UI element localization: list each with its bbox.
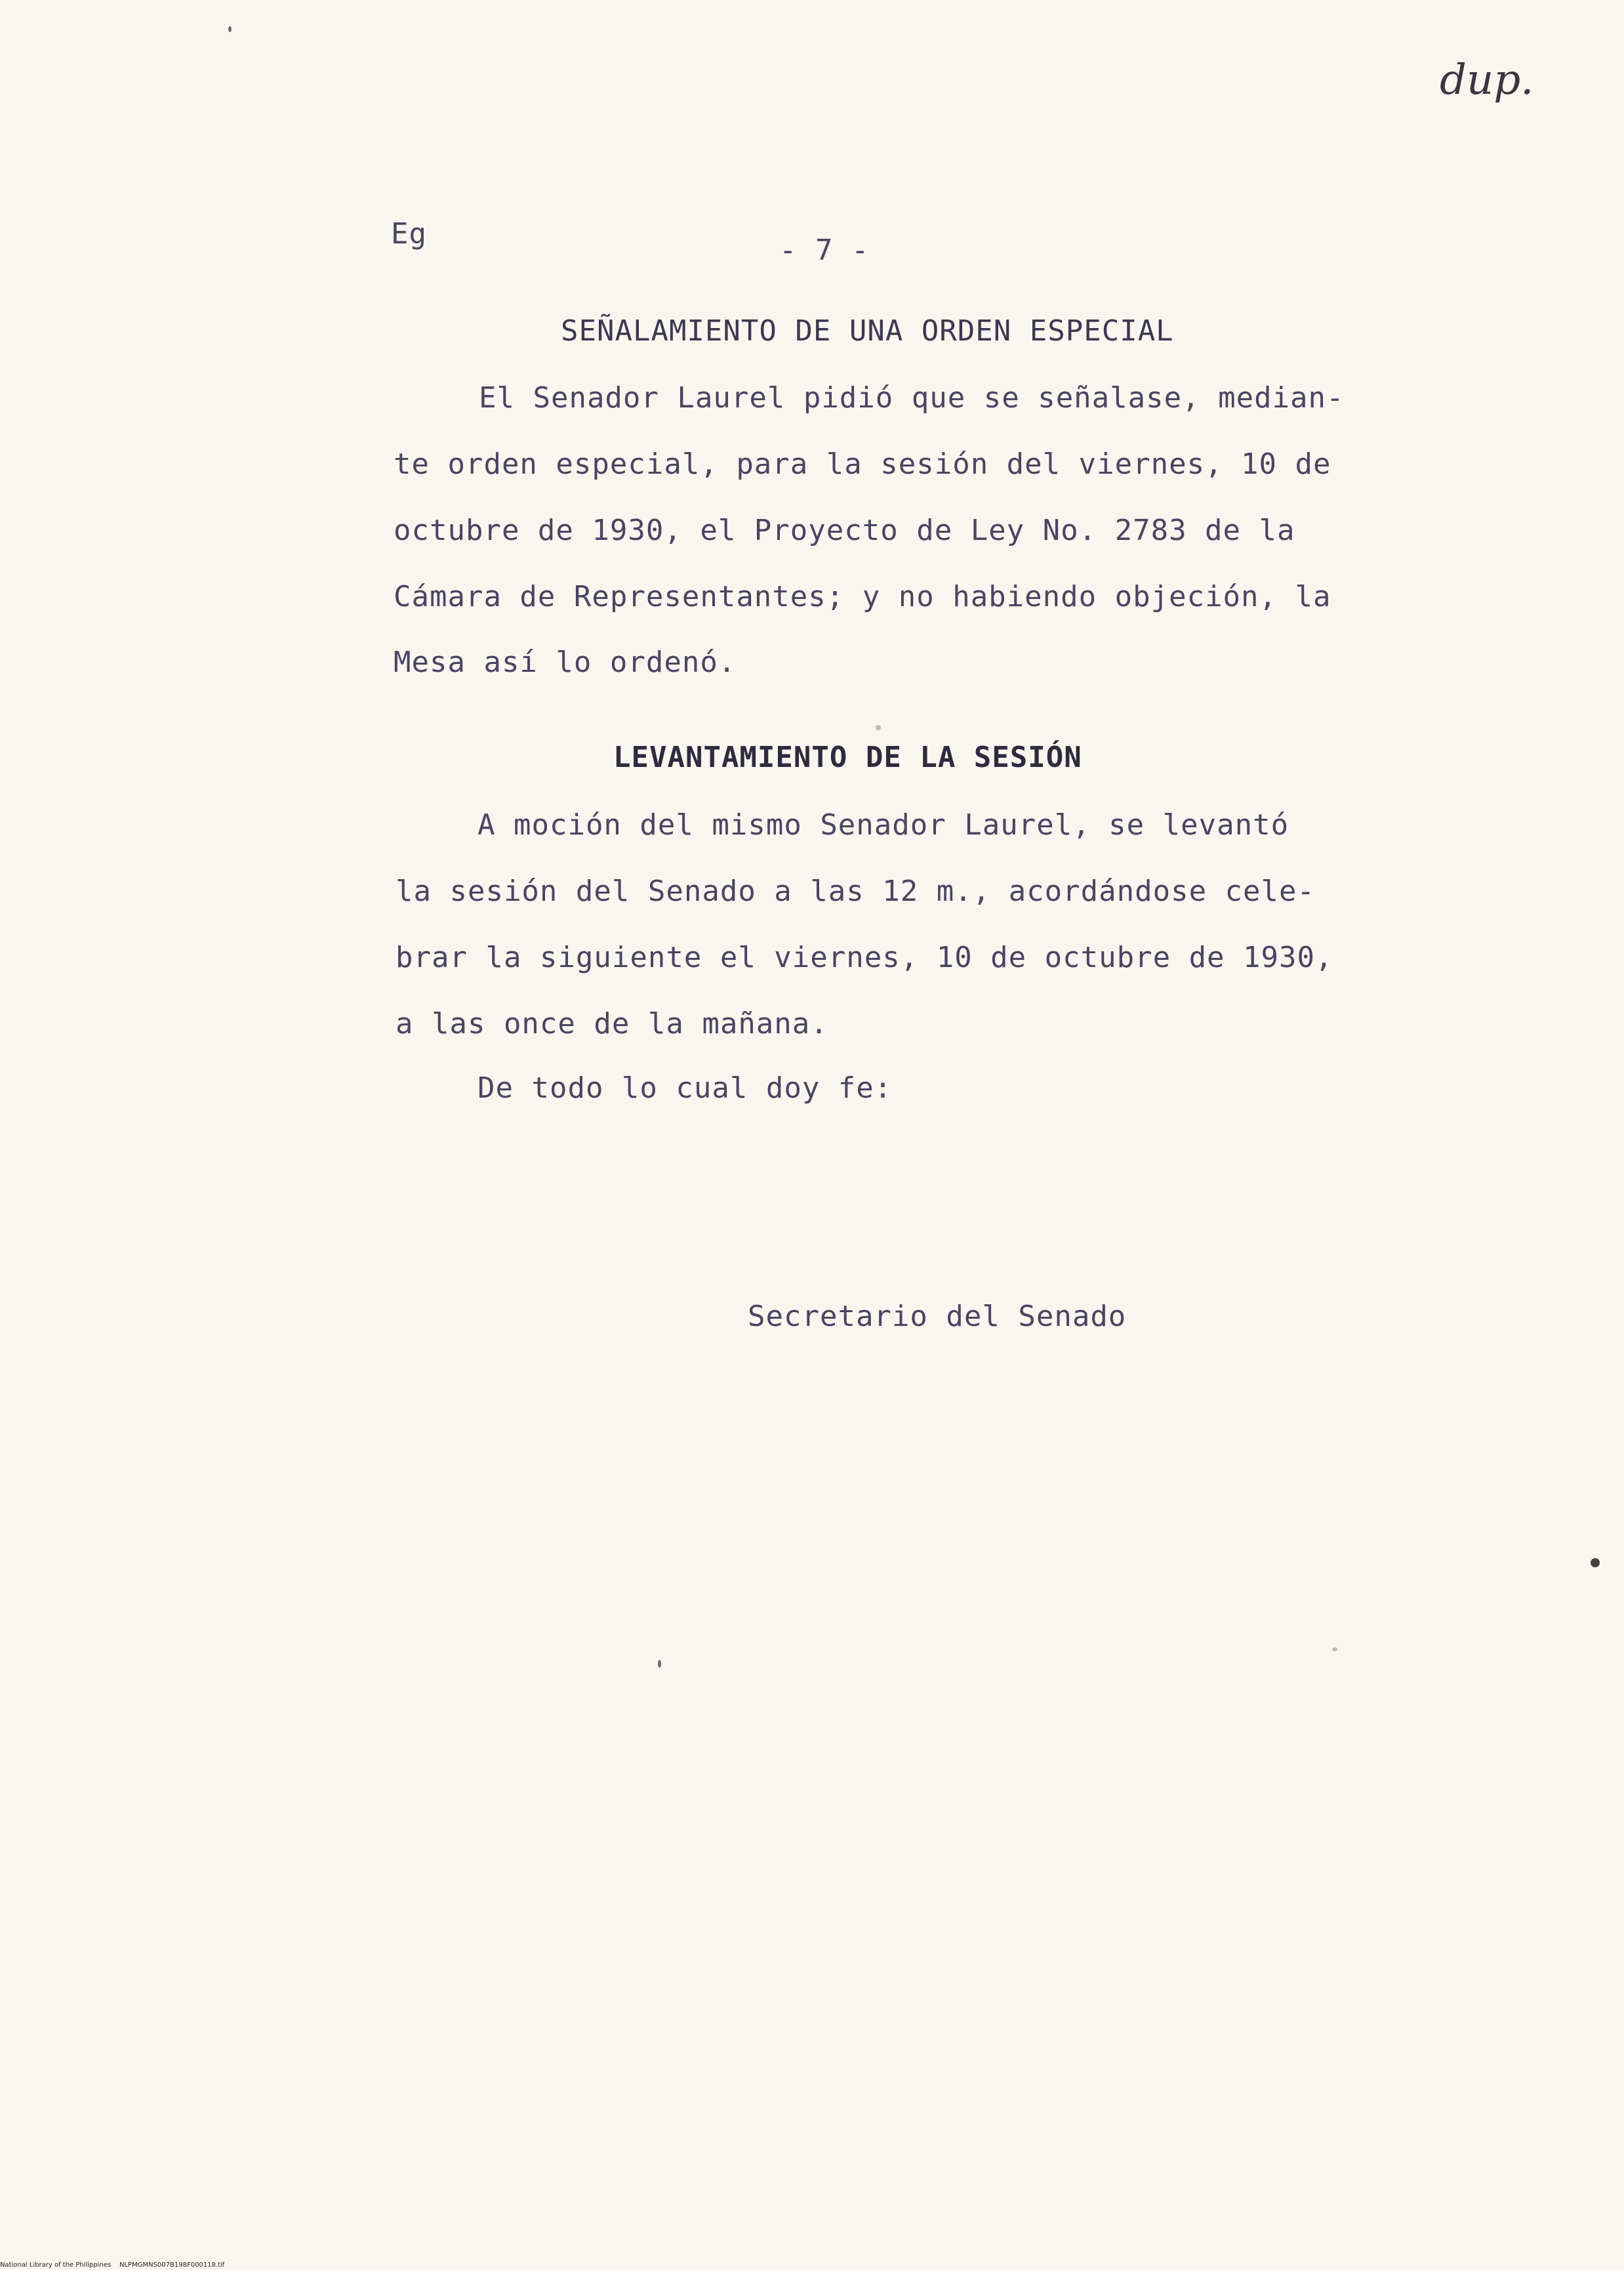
closing-line: De todo lo cual doy fe: [477,1071,893,1105]
page-number: - 7 - [779,234,870,267]
section-heading-levantamiento: LEVANTAMIENTO DE LA SESIÓN [613,741,1082,774]
paragraph-line: Cámara de Representantes; y no habiendo objeción, la [394,580,1331,613]
paragraph-line: Mesa así lo ordenó. [394,646,737,679]
footer-library: National Library of the Philippines [0,2261,112,2269]
paper-speck [228,26,232,32]
paper-speck [876,725,881,730]
paragraph-line: la sesión del Senado a las 12 m., acordándose cele- [396,875,1316,908]
typist-initials: Eg [391,217,427,251]
paragraph-line: El Senador Laurel pidió que se señalase, median- [479,381,1345,415]
paragraph-line: a las once de la mañana. [396,1007,828,1041]
paragraph-line: brar la siguiente el viernes, 10 de octubre de 1930, [396,941,1333,974]
paragraph-line: octubre de 1930, el Proyecto de Ley No. 2783 de la [394,514,1295,547]
footer-file-id: NLPMGMNS007B198F000118.tif [119,2261,225,2269]
handwritten-note: dup. [1440,56,1534,104]
section-heading-orden-especial: SEÑALAMIENTO DE UNA ORDEN ESPECIAL [561,314,1174,348]
paper-speck [658,1660,661,1668]
paper-speck [1332,1647,1337,1651]
scan-footer [0,2261,525,2270]
signature-title: Secretario del Senado [748,1300,1127,1333]
paper-speck [1591,1558,1600,1567]
paragraph-line: te orden especial, para la sesión del viernes, 10 de [394,447,1331,481]
paragraph-line: A moción del mismo Senador Laurel, se levantó [477,808,1289,842]
